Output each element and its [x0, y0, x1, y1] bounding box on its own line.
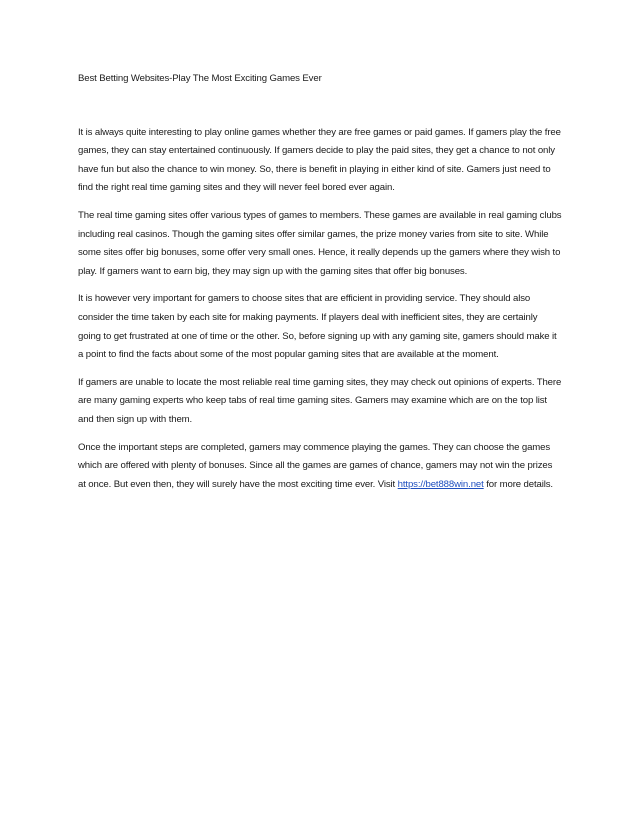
- paragraph-4: If gamers are unable to locate the most reliable real time gaming sites, they may check out opinions of experts. There are many gaming experts who keep tabs of real time gaming sites. Gamers may examine which are on the top list and then sign up with them.: [78, 376, 562, 425]
- paragraph-5-text-after-link: for more details.: [483, 478, 553, 490]
- document-body: [78, 70, 562, 503]
- website-link[interactable]: https://bet888win.net: [397, 478, 484, 490]
- document-title: Best Betting Websites-Play The Most Exciting Games Ever: [78, 73, 322, 84]
- paragraph-1: It is always quite interesting to play online games whether they are free games or paid games. If gamers play the free games, they can stay entertained continuously. If gamers decide to play the paid sites, they get a chance to not only have fun but also the chance to win money. So, there is benefit in playing in either kind of site. Gamers just need to find the right real time gaming sites and they will never feel bored ever again.: [78, 126, 561, 194]
- paragraph-3: It is however very important for gamers to choose sites that are efficient in providing service. They should also consider the time taken by each site for making payments. If players deal with inefficient sites, they are certainly going to get frustrated at one of time or the other. So, before signing up with any gaming site, gamers should make it a point to find the facts about some of the most popular gaming sites that are available at the moment.: [78, 293, 557, 361]
- paragraph-5: [78, 439, 562, 495]
- paragraph-2: The real time gaming sites offer various types of games to members. These games are available in real gaming clubs including real casinos. Though the gaming sites offer similar games, the prize money varies from site to site. While some sites offer big bonuses, some offer very small ones. Hence, it really depends up the gamers where they wish to play. If gamers want to earn big, they may sign up with the gaming sites that offer big bonuses.: [78, 209, 562, 277]
- paragraph-5-text-before-link: Once the important steps are completed, gamers may commence playing the games. They can choose the games which are offered with plenty of bonuses. Since all the games are games of chance, gamers may not win the prizes at once. But even then, they will surely have the most exciting time ever. Visit: [78, 441, 553, 490]
